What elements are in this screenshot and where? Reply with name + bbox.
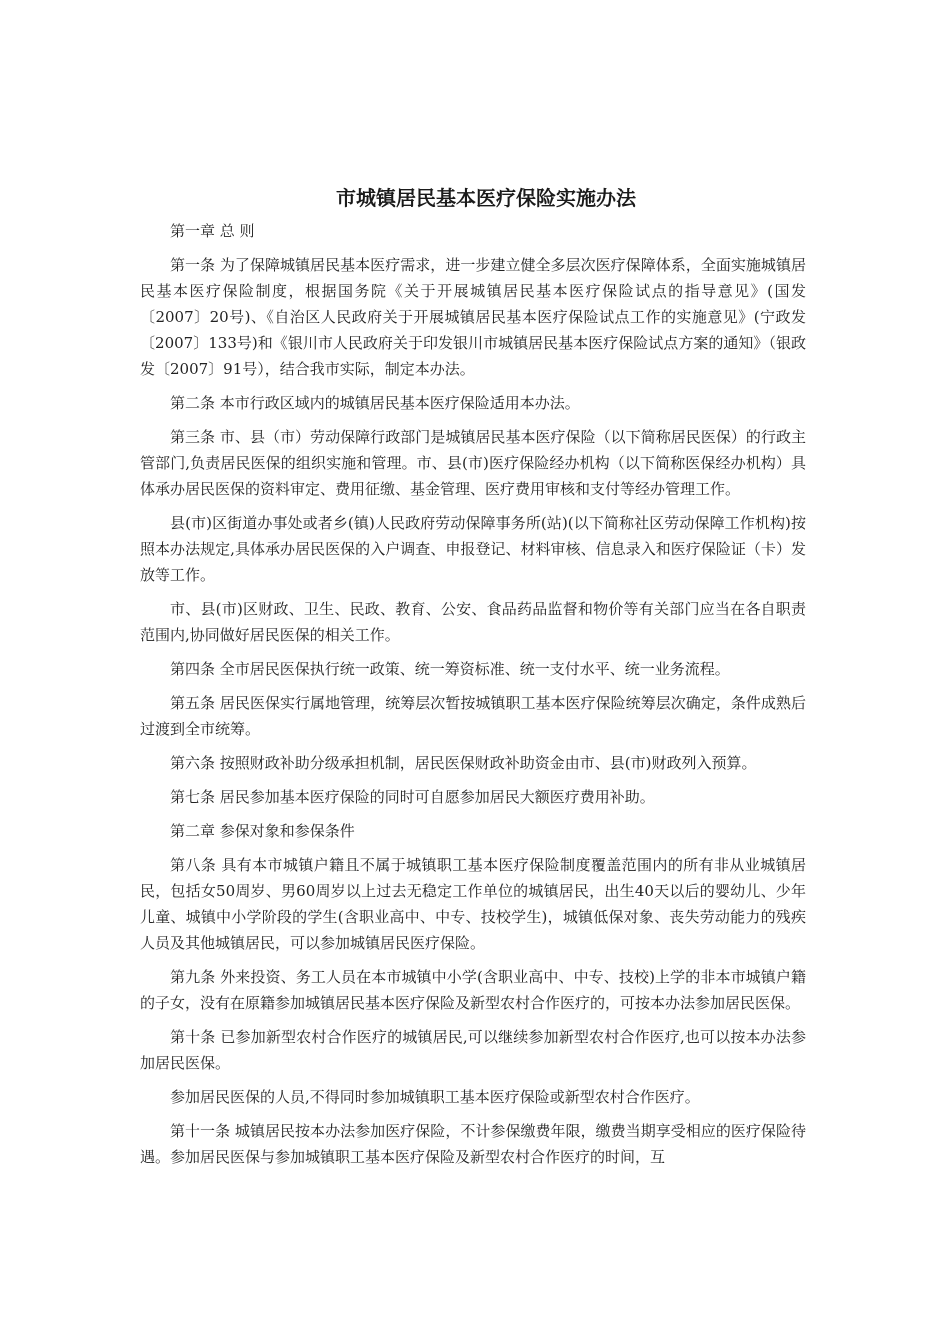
chapter-heading-1: 第一章 总 则 [170,222,255,240]
chapter-heading-2: 第二章 参保对象和参保条件 [170,822,355,840]
article-11: 第十一条 城镇居民按本办法参加医疗保险，不计参保缴费年限，缴费当期享受相应的医疗保险待遇。参加居民医保与参加城镇职工基本医疗保险及新型农村合作医疗的时间，互 [140,1122,806,1166]
article-10-paragraph-2: 参加居民医保的人员,不得同时参加城镇职工基本医疗保险或新型农村合作医疗。 [170,1088,700,1106]
article-4: 第四条 全市居民医保执行统一政策、统一筹资标准、统一支付水平、统一业务流程。 [170,660,730,678]
document-page [140,180,806,1178]
article-9: 第九条 外来投资、务工人员在本市城镇中小学(含职业高中、中专、技校)上学的非本市城镇户籍的子女，没有在原籍参加城镇居民基本医疗保险及新型农村合作医疗的，可按本办法参加居民医保。 [140,968,806,1012]
article-2: 第二条 本市行政区域内的城镇居民基本医疗保险适用本办法。 [170,394,580,412]
article-1: 第一条 为了保障城镇居民基本医疗需求，进一步建立健全多层次医疗保障体系，全面实施城镇居民基本医疗保险制度，根据国务院《关于开展城镇居民基本医疗保险试点的指导意见》(国发〔2007〕20号)、《自治区人民政府关于开展城镇居民基本医疗保险试点工作的实施意见》(宁政发〔2007〕133号)和《银川市人民政府关于印发银川市城镇居民基本医疗保险试点方案的通知》（银政发〔2007〕91号），结合我市实际，制定本办法。 [140,256,806,378]
article-8: 第八条 具有本市城镇户籍且不属于城镇职工基本医疗保险制度覆盖范围内的所有非从业城镇居民，包括女50周岁、男60周岁以上过去无稳定工作单位的城镇居民，出生40天以后的婴幼儿、少年儿童、城镇中小学阶段的学生(含职业高中、中专、技校学生)，城镇低保对象、丧失劳动能力的残疾人员及其他城镇居民，可以参加城镇居民医疗保险。 [140,856,806,952]
article-10: 第十条 已参加新型农村合作医疗的城镇居民,可以继续参加新型农村合作医疗,也可以按本办法参加居民医保。 [140,1028,806,1072]
document-title: 市城镇居民基本医疗保险实施办法 [336,186,636,210]
article-3-paragraph-3: 市、县(市)区财政、卫生、民政、教育、公安、食品药品监督和物价等有关部门应当在各自职责范围内,协同做好居民医保的相关工作。 [140,600,806,644]
article-3: 第三条 市、县（市）劳动保障行政部门是城镇居民基本医疗保险（以下简称居民医保）的行政主管部门,负责居民医保的组织实施和管理。市、县(市)医疗保险经办机构（以下简称医保经办机构）具体承办居民医保的资料审定、费用征缴、基金管理、医疗费用审核和支付等经办管理工作。 [140,428,806,498]
article-7: 第七条 居民参加基本医疗保险的同时可自愿参加居民大额医疗费用补助。 [170,788,655,806]
article-6: 第六条 按照财政补助分级承担机制，居民医保财政补助资金由市、县(市)财政列入预算。 [170,754,757,772]
article-3-paragraph-2: 县(市)区街道办事处或者乡(镇)人民政府劳动保障事务所(站)(以下简称社区劳动保障工作机构)按照本办法规定,具体承办居民医保的入户调查、申报登记、材料审核、信息录入和医疗保险证（卡）发放等工作。 [140,514,806,584]
article-5: 第五条 居民医保实行属地管理，统筹层次暂按城镇职工基本医疗保险统筹层次确定，条件成熟后过渡到全市统筹。 [140,694,806,738]
